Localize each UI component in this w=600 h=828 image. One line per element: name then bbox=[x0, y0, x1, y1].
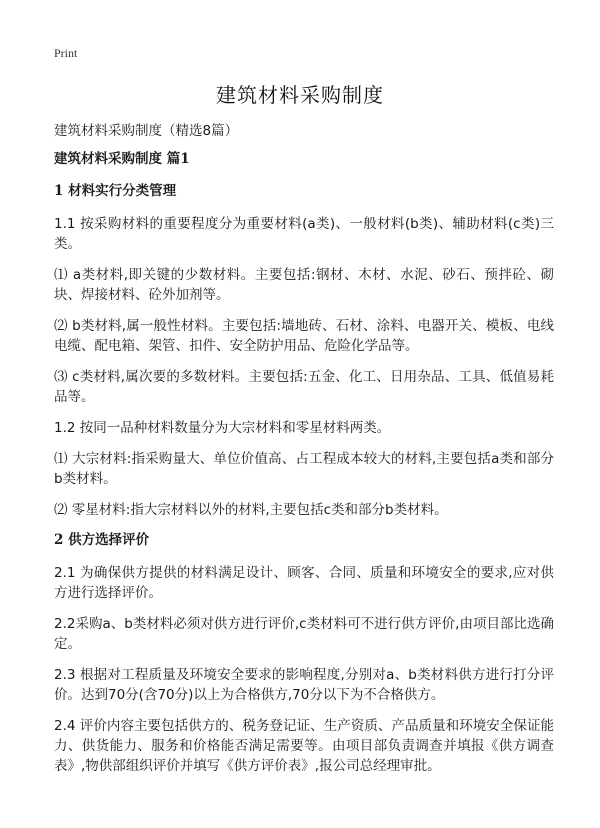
paragraph: ⑵ 零星材料:指大宗材料以外的材料,主要包括c类和部分b类材料。 bbox=[54, 502, 448, 518]
paragraph: ⑴ a类材料,即关键的少数材料。主要包括:钢材、木材、水泥、砂石、预拌砼、砌块、焊接材料、砼外加剂等。 bbox=[54, 267, 554, 303]
print-link[interactable]: Print bbox=[54, 46, 78, 60]
paragraph: 1.1 按采购材料的重要程度分为重要材料(a类)、一般材料(b类)、辅助材料(c类)三类。 bbox=[54, 216, 554, 252]
paragraph: 2.2采购a、b类材料必须对供方进行评价,c类材料可不进行供方评价,由项目部比选确定。 bbox=[54, 616, 554, 652]
paragraph: 1.2 按同一品种材料数量分为大宗材料和零星材料两类。 bbox=[54, 420, 391, 436]
paragraph: ⑵ b类材料,属一般性材料。主要包括:墙地砖、石材、涂料、电器开关、模板、电线电缆、配电箱、架管、扣件、安全防护用品、危险化学品等。 bbox=[54, 318, 554, 354]
paragraph: ⑶ c类材料,属次要的多数材料。主要包括:五金、化工、日用杂品、工具、低值易耗品等。 bbox=[54, 369, 554, 405]
article-heading: 建筑材料采购制度 篇1 bbox=[54, 151, 190, 167]
section-heading: 1 材料实行分类管理 bbox=[54, 183, 177, 199]
paragraph: 2.3 根据对工程质量及环境安全要求的影响程度,分别对a、b类材料供方进行打分评价。达到70分(含70分)以上为合格供方,70分以下为不合格供方。 bbox=[54, 667, 554, 703]
document-subtitle: 建筑材料采购制度（精选8篇） bbox=[54, 123, 239, 139]
paragraph: ⑴ 大宗材料:指采购量大、单位价值高、占工程成本较大的材料,主要包括a类和部分b类材料。 bbox=[54, 451, 554, 487]
page-title: 建筑材料采购制度 bbox=[216, 83, 384, 107]
paragraph: 2.4 评价内容主要包括供方的、税务登记证、生产资质、产品质量和环境安全保证能力、供货能力、服务和价格能否满足需要等。由项目部负责调查并填报《供方调查表》,物供部组织评价并填写《供方评价表》,报公司总经理审批。 bbox=[54, 718, 554, 774]
paragraph: 2.1 为确保供方提供的材料满足设计、顾客、合同、质量和环境安全的要求,应对供方进行选择评价。 bbox=[54, 565, 554, 601]
document-body bbox=[54, 150, 554, 787]
section-heading: 2 供方选择评价 bbox=[54, 532, 150, 548]
